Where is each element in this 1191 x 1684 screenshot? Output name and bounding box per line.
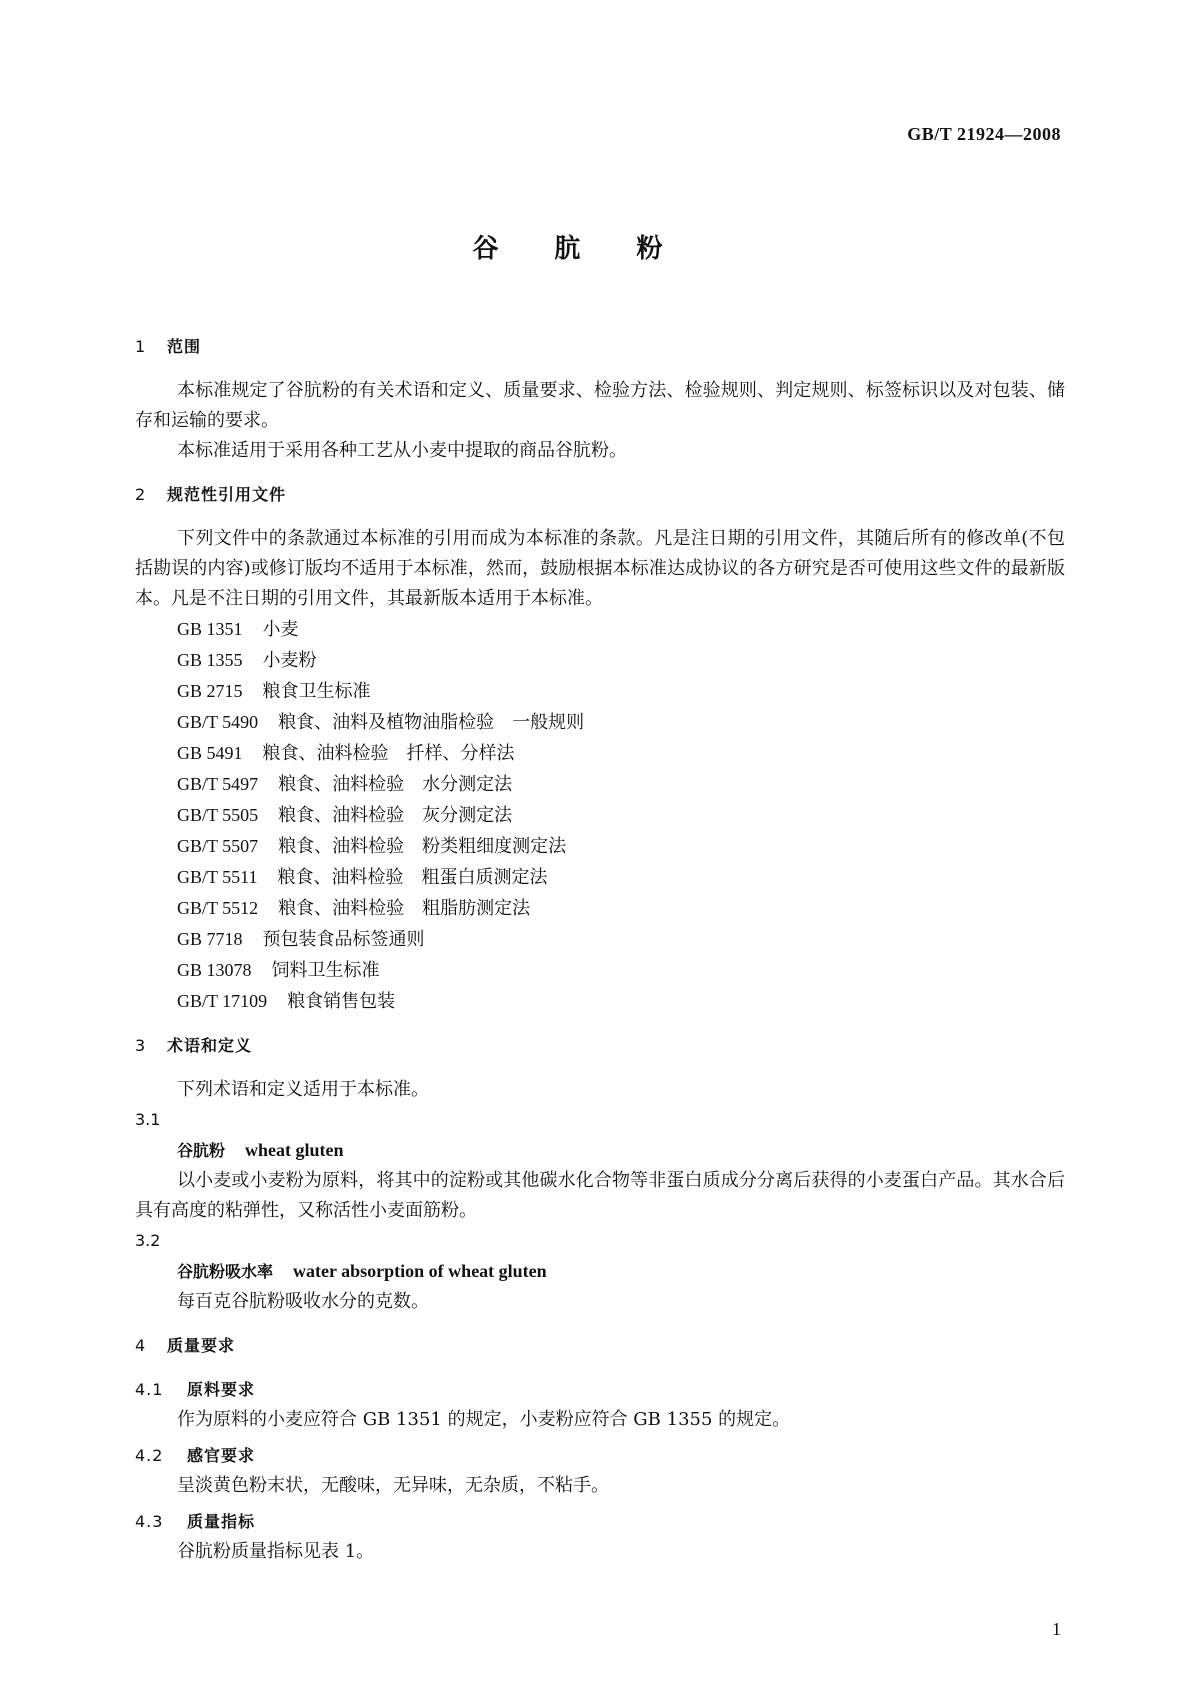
- section-heading: 4 质量要求: [135, 1336, 236, 1355]
- reference-item: GB/T 5490 粮食、油料及植物油脂检验 一般规则: [177, 712, 585, 733]
- paragraph: 本标准规定了谷肮粉的有关术语和定义、质量要求、检验方法、检验规则、判定规则、标签标识以及对包装、储存和运输的要求。: [135, 380, 1065, 431]
- page-number: 1: [1052, 1619, 1061, 1639]
- reference-item: GB/T 5507 粮食、油料检验 粉类粗细度测定法: [177, 836, 567, 857]
- reference-item: GB 2715 粮食卫生标准: [177, 681, 371, 702]
- reference-item: GB/T 17109 粮食销售包装: [177, 991, 396, 1012]
- reference-item: GB 1355 小麦粉: [177, 650, 317, 671]
- paragraph: 本标准适用于采用各种工艺从小麦中提取的商品谷肮粉。: [177, 440, 627, 461]
- term-number: 3.1: [135, 1110, 161, 1129]
- paragraph: 作为原料的小麦应符合 GB 1351 的规定，小麦粉应符合 GB 1355 的规定。: [177, 1409, 791, 1430]
- term-definition: 每百克谷肮粉吸收水分的克数。: [177, 1291, 429, 1312]
- term-heading: 谷肮粉吸水率 water absorption of wheat gluten: [177, 1261, 547, 1281]
- term-heading: 谷肮粉 wheat gluten: [177, 1140, 344, 1160]
- paragraph: 呈淡黄色粉末状，无酸味，无异味，无杂质，不粘手。: [177, 1475, 609, 1496]
- reference-item: GB 1351 小麦: [177, 619, 299, 640]
- reference-item: GB 13078 饲料卫生标准: [177, 960, 380, 981]
- reference-item: GB/T 5511 粮食、油料检验 粗蛋白质测定法: [177, 867, 548, 888]
- subsection-heading: 4.3 质量指标: [135, 1512, 256, 1531]
- section-heading: 2 规范性引用文件: [135, 485, 287, 504]
- paragraph: 谷肮粉质量指标见表 1。: [177, 1541, 375, 1562]
- reference-item: GB 7718 预包装食品标签通则: [177, 929, 425, 950]
- term-number: 3.2: [135, 1231, 161, 1250]
- subsection-heading: 4.1 原料要求: [135, 1380, 256, 1399]
- reference-item: GB/T 5505 粮食、油料检验 灰分测定法: [177, 805, 513, 826]
- paragraph: 下列术语和定义适用于本标准。: [177, 1079, 429, 1100]
- standard-number: GB/T 21924—2008: [907, 124, 1061, 144]
- reference-item: GB/T 5497 粮食、油料检验 水分测定法: [177, 774, 513, 795]
- paragraph: 下列文件中的条款通过本标准的引用而成为本标准的条款。凡是注日期的引用文件，其随后所有的修改单(不包括勘误的内容)或修订版均不适用于本标准，然而，鼓励根据本标准达成协议的各方研究是否可使用这些文件的最新版本。凡是不注日期的引用文件，其最新版本适用于本标准。: [135, 528, 1065, 609]
- document-body: [135, 318, 1065, 1567]
- subsection-heading: 4.2 感官要求: [135, 1446, 256, 1465]
- section-heading: 3 术语和定义: [135, 1036, 253, 1055]
- document-title: 谷肮粉: [472, 234, 719, 264]
- term-definition: 以小麦或小麦粉为原料，将其中的淀粉或其他碳水化合物等非蛋白质成分分离后获得的小麦蛋白产品。其水合后具有高度的粘弹性，又称活性小麦面筋粉。: [135, 1170, 1065, 1221]
- reference-item: GB 5491 粮食、油料检验 扦样、分样法: [177, 743, 515, 764]
- reference-item: GB/T 5512 粮食、油料检验 粗脂肪测定法: [177, 898, 531, 919]
- section-heading: 1 范围: [135, 337, 202, 356]
